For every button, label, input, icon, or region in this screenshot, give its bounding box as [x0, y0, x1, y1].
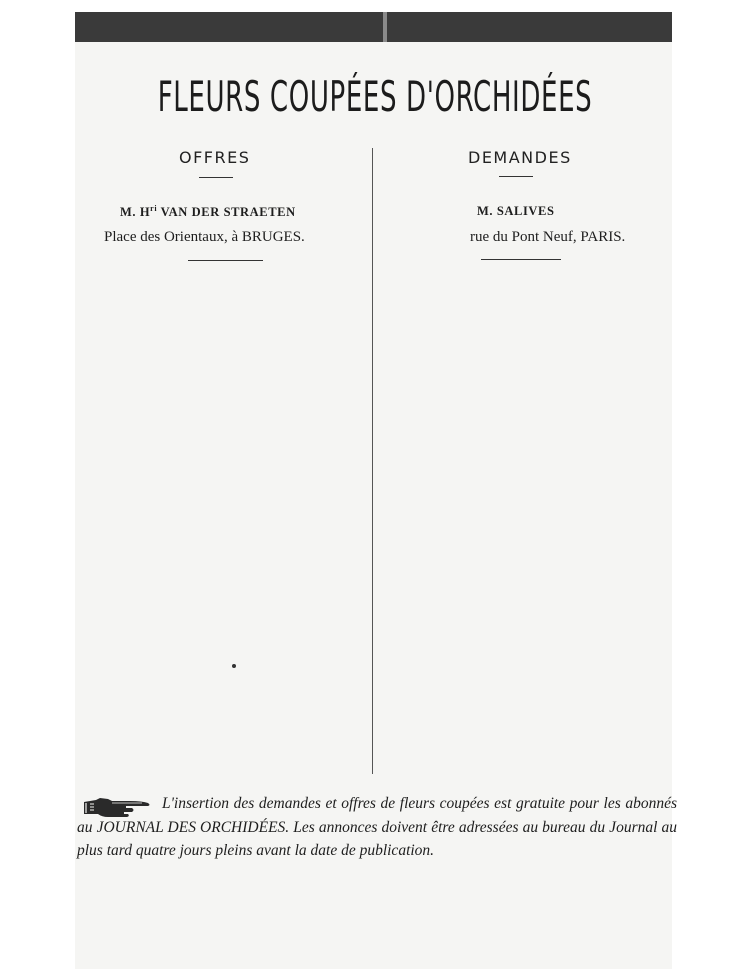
- demandes-address: rue du Pont Neuf, PARIS.: [470, 229, 626, 245]
- demandes-entry-rule: [481, 259, 561, 260]
- offres-address: Place des Orientaux, à BRUGES.: [104, 229, 305, 245]
- insertion-notice: [77, 792, 677, 863]
- offres-name-sup: ri: [150, 204, 158, 213]
- page-title: FLEURS COUPÉES D'ORCHIDÉES: [157, 72, 593, 121]
- demandes-name: M. SALIVES: [477, 204, 555, 218]
- column-divider: [372, 148, 373, 774]
- offres-heading: OFFRES: [179, 148, 251, 167]
- demandes-heading-rule: [499, 176, 533, 177]
- offres-name-prefix: M. H: [120, 205, 151, 220]
- binding-gap: [383, 12, 387, 42]
- scan-top-edge: [75, 12, 672, 42]
- demandes-heading: DEMANDES: [468, 148, 572, 167]
- offres-entry-rule: [188, 260, 263, 261]
- offres-name: [120, 204, 296, 220]
- offres-heading-rule: [199, 177, 233, 178]
- stray-dot: [232, 664, 236, 668]
- notice-text: L'insertion des demandes et offres de fleurs coupées est gratuite pour les abonnés au JOURNAL DES ORCHIDÉES. Les annonces doivent être adressées au bureau du Journal au plus tard quatre jours pleins avant la date de publication.: [77, 795, 677, 859]
- offres-name-rest: VAN DER STRAETEN: [157, 205, 296, 220]
